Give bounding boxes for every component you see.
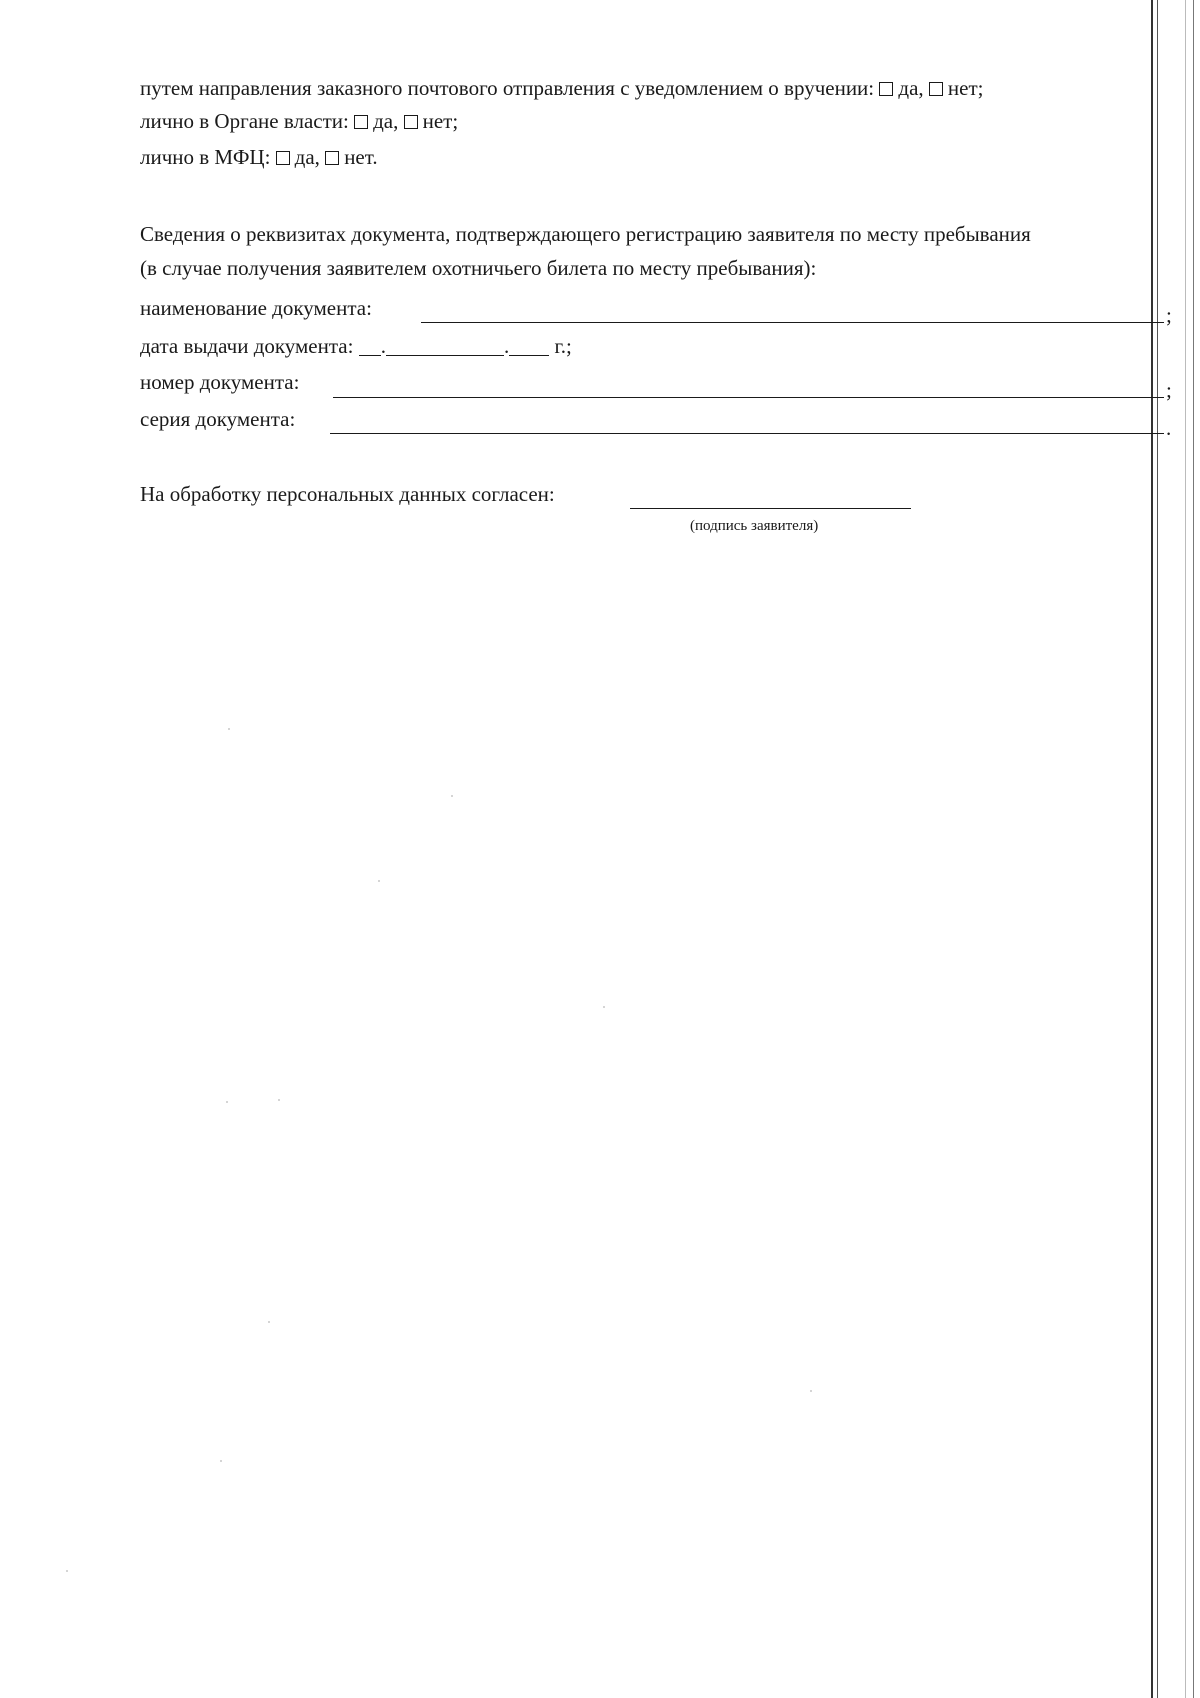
scan-speck bbox=[378, 880, 380, 882]
mfc-no-label: нет. bbox=[344, 145, 378, 169]
doc-number-field[interactable] bbox=[333, 397, 1164, 398]
mail-no-checkbox[interactable] bbox=[929, 82, 943, 96]
scan-border-line bbox=[1151, 0, 1153, 1698]
signature-caption: (подпись заявителя) bbox=[690, 518, 819, 534]
scan-speck bbox=[226, 1101, 228, 1103]
mfc-yes-label: да, bbox=[294, 145, 320, 169]
delivery-mfc-text: лично в МФЦ: bbox=[140, 145, 271, 169]
authority-yes-checkbox[interactable] bbox=[354, 115, 368, 129]
delivery-mail-line bbox=[140, 75, 983, 101]
scan-speck bbox=[220, 1460, 222, 1462]
scan-speck bbox=[810, 1390, 812, 1392]
delivery-mfc-line bbox=[140, 144, 378, 170]
mail-no-label: нет; bbox=[947, 76, 984, 100]
mail-yes-label: да, bbox=[898, 76, 924, 100]
scan-speck bbox=[228, 728, 230, 730]
scan-speck bbox=[268, 1321, 270, 1323]
doc-name-label: наименование документа: bbox=[140, 296, 372, 320]
scan-speck bbox=[603, 1006, 605, 1008]
scan-speck bbox=[278, 1099, 280, 1101]
scan-border-line bbox=[1185, 0, 1186, 1698]
doc-series-punct: . bbox=[1166, 416, 1172, 440]
issue-date-sep1: . bbox=[380, 334, 386, 358]
scan-speck bbox=[66, 1570, 68, 1572]
mfc-no-checkbox[interactable] bbox=[325, 151, 339, 165]
issue-date-sep2: . bbox=[503, 334, 510, 358]
doc-number-label: номер документа: bbox=[140, 370, 300, 394]
doc-series-field[interactable] bbox=[330, 433, 1164, 434]
delivery-authority-text: лично в Органе власти: bbox=[140, 109, 349, 133]
registration-intro-line1: Сведения о реквизитах документа, подтверждающего регистрацию заявителя по месту пребывания bbox=[140, 222, 1031, 246]
delivery-authority-line bbox=[140, 108, 458, 134]
scan-border-line bbox=[1193, 0, 1194, 1698]
doc-name-punct: ; bbox=[1166, 303, 1172, 327]
doc-name-field[interactable] bbox=[421, 322, 1164, 323]
scan-border-line bbox=[1157, 0, 1158, 1698]
signature-field[interactable] bbox=[630, 508, 911, 509]
delivery-mail-text: путем направления заказного почтового отправления с уведомлением о вручении: bbox=[140, 76, 875, 100]
issue-date-label: дата выдачи документа: bbox=[140, 334, 354, 358]
mail-yes-checkbox[interactable] bbox=[879, 82, 893, 96]
consent-label: На обработку персональных данных согласен: bbox=[140, 482, 555, 506]
doc-number-punct: ; bbox=[1166, 378, 1172, 402]
mfc-yes-checkbox[interactable] bbox=[276, 151, 290, 165]
scan-speck bbox=[451, 795, 453, 797]
authority-no-label: нет; bbox=[422, 109, 459, 133]
issue-date-line bbox=[140, 333, 572, 359]
doc-series-label: серия документа: bbox=[140, 407, 296, 431]
issue-year-field[interactable] bbox=[509, 335, 549, 356]
issue-day-field[interactable] bbox=[359, 335, 381, 356]
issue-month-field[interactable] bbox=[386, 335, 504, 356]
authority-no-checkbox[interactable] bbox=[404, 115, 418, 129]
authority-yes-label: да, bbox=[373, 109, 399, 133]
registration-intro-line2: (в случае получения заявителем охотничьего билета по месту пребывания): bbox=[140, 256, 817, 280]
issue-date-suffix: г.; bbox=[554, 334, 572, 358]
